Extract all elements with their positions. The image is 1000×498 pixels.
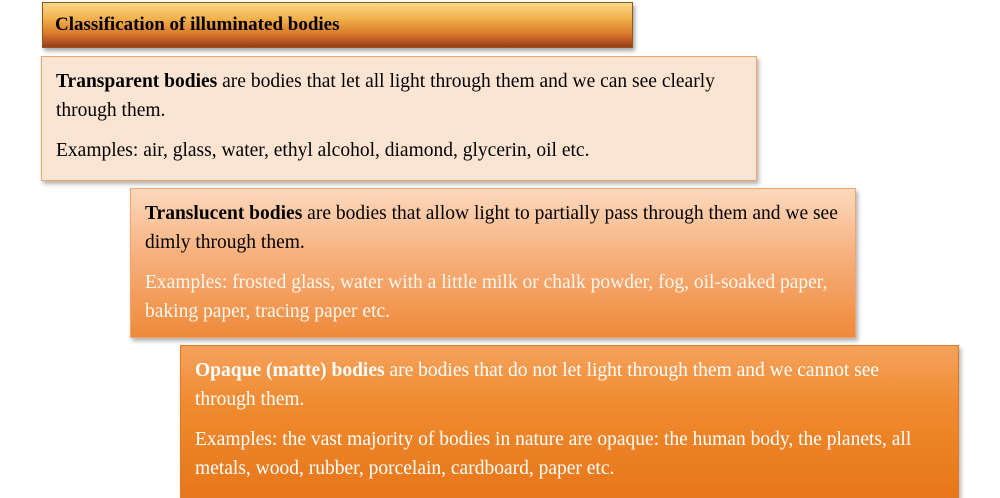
opaque-definition-text: are bodies that do not let light through them and we cannot see through them. [195, 360, 880, 410]
transparent-bodies-box [41, 56, 757, 181]
translucent-bodies-box [130, 188, 856, 338]
transparent-examples: Examples: air, glass, water, ethyl alcohol, diamond, glycerin, oil etc. [56, 140, 590, 161]
transparent-definition [56, 67, 742, 125]
translucent-definition-text: are bodies that allow light to partially pass through them and we see dimly through them. [145, 203, 838, 253]
opaque-bodies-box [180, 345, 959, 498]
opaque-definition [195, 356, 944, 414]
transparent-definition-text: are bodies that let all light through them and we can see clearly through them. [56, 71, 715, 121]
translucent-examples: Examples: frosted glass, water with a little milk or chalk powder, fog, oil-soaked paper, baking paper, tracing paper etc. [145, 272, 828, 322]
opaque-examples: Examples: the vast majority of bodies in nature are opaque: the human body, the planets, all metals, wood, rubber, porcelain, cardboard, paper etc. [195, 429, 912, 479]
title-banner [42, 2, 633, 48]
page-title: Classification of illuminated bodies [55, 14, 340, 35]
opaque-term: Opaque (matte) bodies [195, 360, 385, 381]
translucent-definition [145, 199, 841, 257]
transparent-term: Transparent bodies [56, 71, 218, 92]
translucent-term: Translucent bodies [145, 203, 303, 224]
